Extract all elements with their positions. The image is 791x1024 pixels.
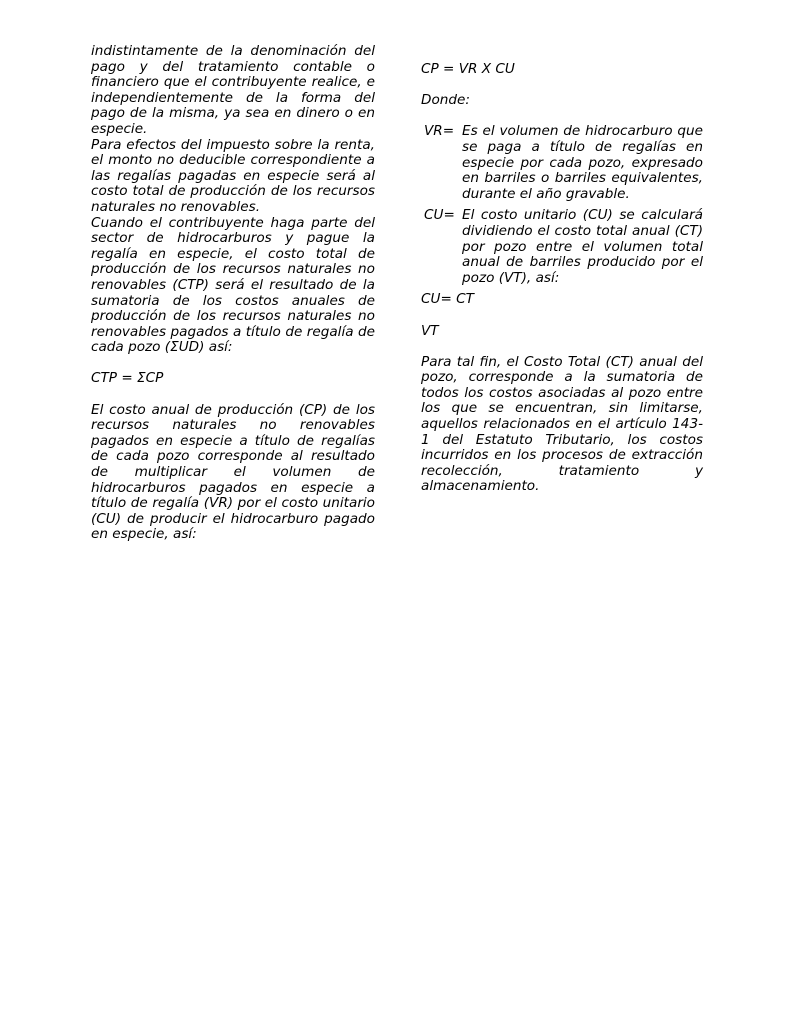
definition-term: CU= [424, 207, 455, 224]
donde-label: Donde: [421, 92, 470, 109]
paragraph-payment-form: indistintamente de la denominación del pago y del tratamiento contable o financiero que el contribuyente realice, e independientemente de la forma del pago de la misma, ya sea en dinero o en especie. [91, 43, 375, 137]
definition-text: El costo unitario (CU) se calculará dividiendo el costo total anual (CT) por pozo entre el volumen total anual de barriles producido por el pozo (VT), así: [462, 207, 703, 286]
paragraph-total-cost: Para tal fin, el Costo Total (CT) anual del pozo, corresponde a la sumatoria de todos los costos asociadas al pozo entre los que se encuentran, sin limitarse, aquellos relacionados en el artículo 143-1 del Estatuto Tributario, los costos incurridos en los procesos de extracción recolección, tratamiento y almacenamiento. [421, 353, 703, 495]
definition-term: VR= [424, 123, 455, 140]
paragraph-income-tax: Para efectos del impuesto sobre la renta, el monto no deducible correspondiente a las regalías pagadas en especie será al costo total de producción de los recursos naturales no renovables. [91, 136, 375, 215]
definition-text: Es el volumen de hidrocarburo que se paga a título de regalías en especie por cada pozo, expresado en barriles o barriles equivalentes, durante el año gravable. [462, 123, 703, 202]
definition-cu [421, 208, 703, 286]
paragraph-annual-cost: El costo anual de producción (CP) de los recursos naturales no renovables pagados en especie a título de regalías de cada pozo corresponde al resultado de multiplicar el volumen de hidrocarburos pagados en especie a título de regalía (VR) por el costo unitario (CU) de producir el hidrocarburo pagado en especie, así: [91, 401, 375, 543]
formula-cp: CP = VR X CU [421, 61, 515, 77]
left-column [91, 44, 375, 543]
formula-cu-denominator: VT [421, 322, 439, 339]
formula-ctp: CTP = ΣCP [91, 370, 164, 387]
right-column [421, 62, 703, 495]
formula-cu-numerator: CU= CT [421, 291, 474, 308]
paragraph-hydrocarbon-sector: Cuando el contribuyente haga parte del sector de hidrocarburos y pague la regalía en especie, el costo total de producción de los recursos naturales no renovables (CTP) será el resultado de la sumatoria de los costos anuales de producción de los recursos naturales no renovables pagados a título de regalía de cada pozo (ΣUD) así: [91, 214, 375, 356]
definition-vr [421, 124, 703, 202]
